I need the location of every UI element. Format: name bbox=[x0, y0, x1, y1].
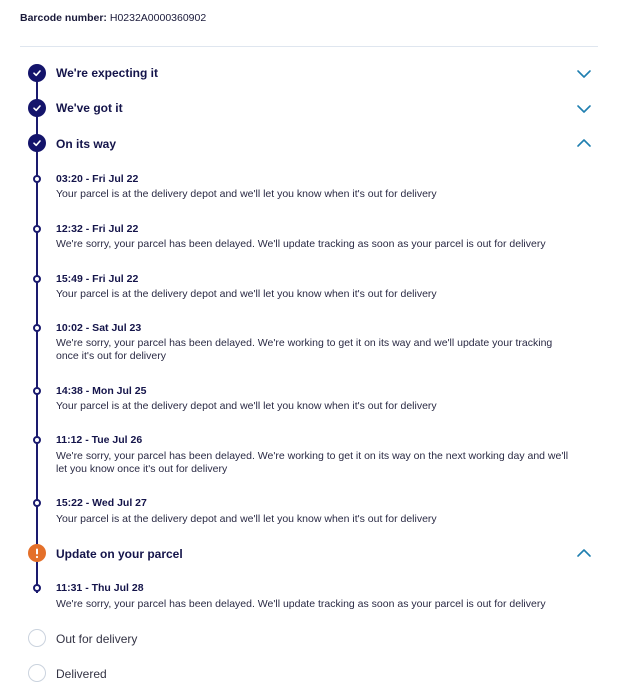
stage-warning-icon bbox=[28, 544, 46, 562]
stage-title-expecting: We're expecting it bbox=[56, 66, 158, 80]
chevron-up-icon[interactable] bbox=[576, 138, 592, 148]
stage-title-on-its-way: On its way bbox=[56, 137, 117, 151]
barcode-value: H0232A0000360902 bbox=[109, 12, 207, 24]
event-text: Your parcel is at the delivery depot and we'll let you know when it's out for delivery bbox=[56, 400, 437, 412]
barcode-line bbox=[20, 12, 206, 24]
check-icon bbox=[32, 68, 42, 78]
event-time: 15:22 - Wed Jul 27 bbox=[56, 497, 147, 509]
barcode-label: Barcode number: bbox=[20, 12, 107, 24]
event-text: Your parcel is at the delivery depot and we'll let you know when it's out for delivery bbox=[56, 513, 437, 525]
event-time: 15:49 - Fri Jul 22 bbox=[56, 273, 139, 285]
check-icon bbox=[32, 138, 42, 148]
stage-title-update: Update on your parcel bbox=[56, 547, 183, 561]
event-time: 10:02 - Sat Jul 23 bbox=[56, 322, 142, 334]
event-time: 11:12 - Tue Jul 26 bbox=[56, 434, 143, 446]
event-dot bbox=[33, 387, 41, 395]
event-text: We're sorry, your parcel has been delayed. We'll update tracking as soon as your parcel is out for delivery bbox=[56, 238, 546, 250]
event-time: 03:20 - Fri Jul 22 bbox=[56, 173, 139, 185]
event-dot bbox=[33, 175, 41, 183]
event-text: We're sorry, your parcel has been delayed. We'll update tracking as soon as your parcel is out for delivery bbox=[56, 598, 546, 610]
event-time: 12:32 - Fri Jul 22 bbox=[56, 223, 139, 235]
chevron-down-icon[interactable] bbox=[576, 69, 592, 79]
check-icon bbox=[32, 103, 42, 113]
chevron-down-icon[interactable] bbox=[576, 104, 592, 114]
event-dot bbox=[33, 436, 41, 444]
event-text: We're sorry, your parcel has been delayed. We're working to get it on its way on the next working day and we'll let you know once it's out for delivery bbox=[56, 450, 569, 475]
event-dot bbox=[33, 275, 41, 283]
stage-complete-icon bbox=[28, 99, 46, 117]
stage-complete-icon bbox=[28, 134, 46, 152]
divider bbox=[20, 46, 598, 47]
event-time: 11:31 - Thu Jul 28 bbox=[56, 582, 144, 594]
event-time: 14:38 - Mon Jul 25 bbox=[56, 385, 147, 397]
exclamation-icon bbox=[32, 547, 42, 559]
chevron-up-icon[interactable] bbox=[576, 548, 592, 558]
event-dot bbox=[33, 324, 41, 332]
stage-title-out-for-delivery: Out for delivery bbox=[56, 632, 138, 646]
stage-title-got-it: We've got it bbox=[56, 101, 123, 115]
event-text: Your parcel is at the delivery depot and we'll let you know when it's out for delivery bbox=[56, 188, 437, 200]
event-dot bbox=[33, 499, 41, 507]
stage-pending-icon bbox=[28, 629, 46, 647]
event-dot bbox=[33, 225, 41, 233]
event-dot bbox=[33, 584, 41, 592]
stage-complete-icon bbox=[28, 64, 46, 82]
event-text: We're sorry, your parcel has been delayed. We're working to get it on its way and we'll update your tracking once it's out for delivery bbox=[56, 337, 553, 362]
event-text: Your parcel is at the delivery depot and we'll let you know when it's out for delivery bbox=[56, 288, 437, 300]
stage-pending-icon bbox=[28, 664, 46, 682]
stage-title-delivered: Delivered bbox=[56, 667, 107, 681]
